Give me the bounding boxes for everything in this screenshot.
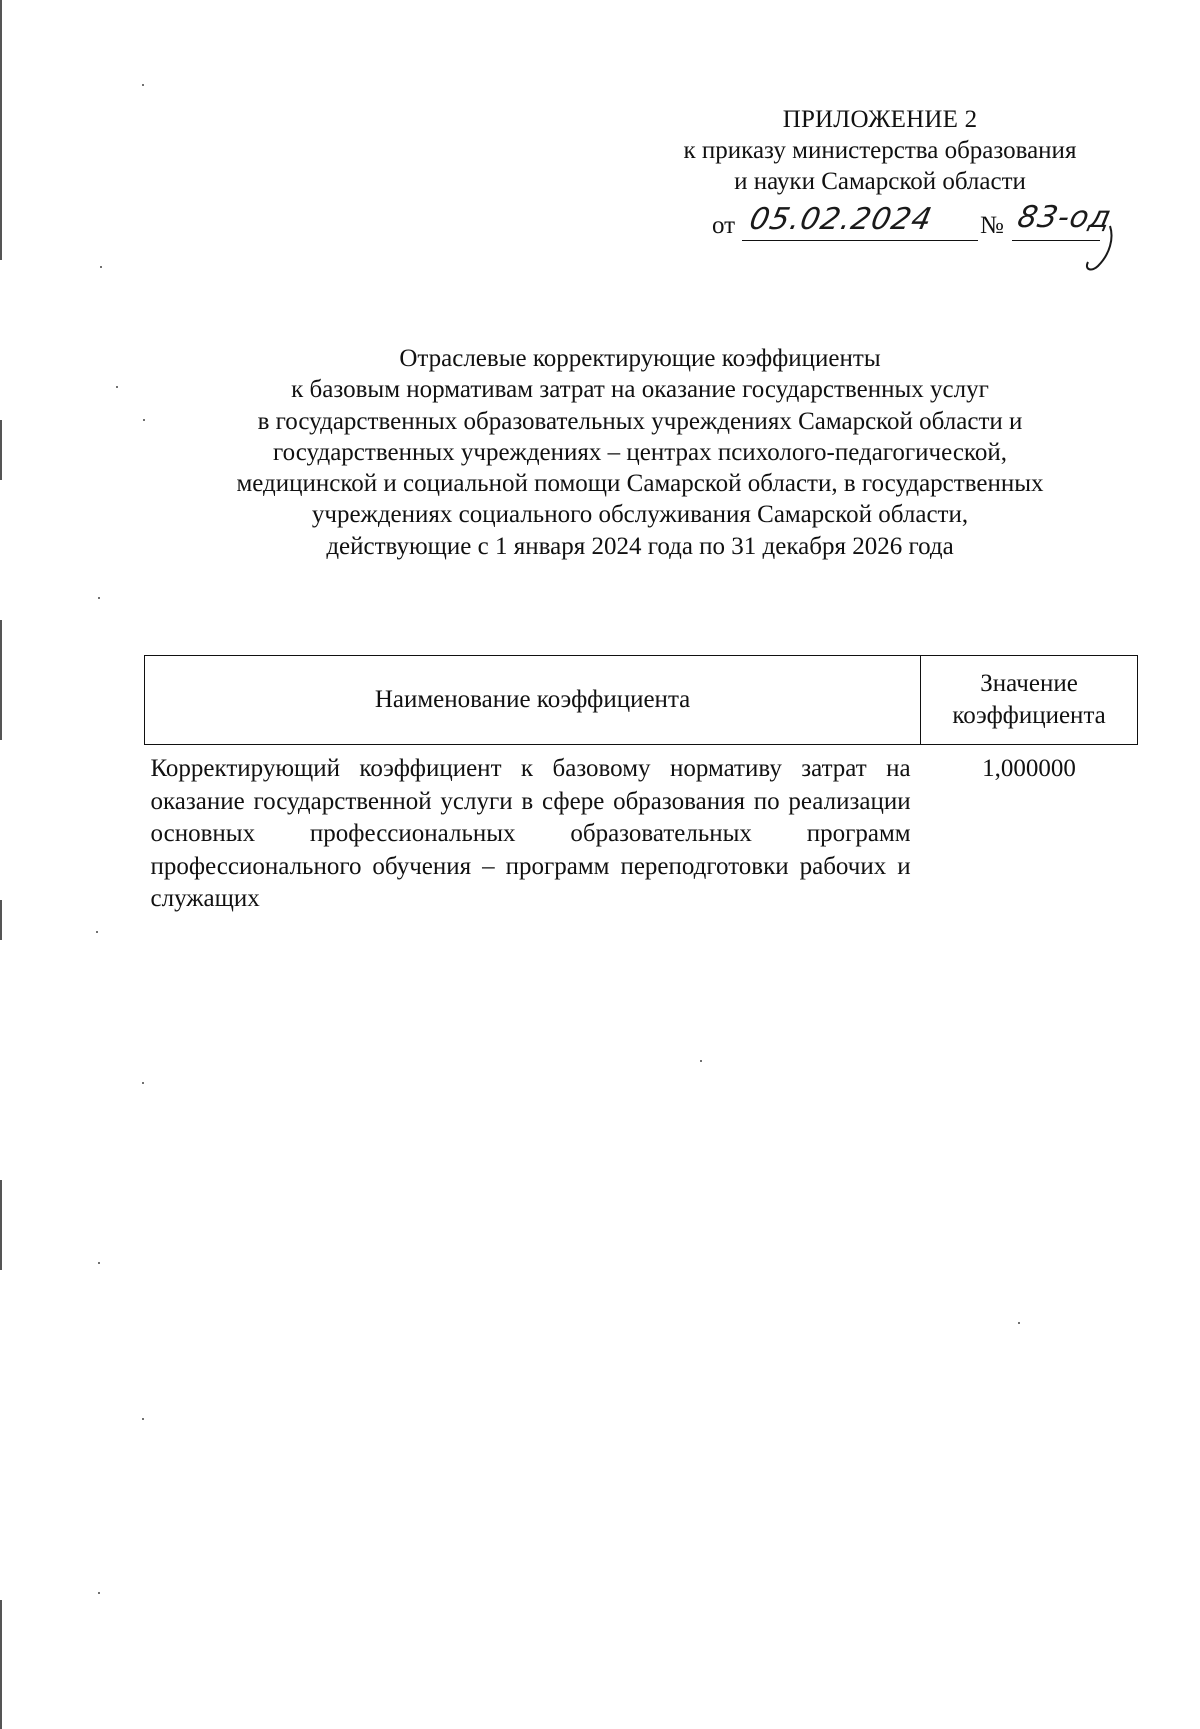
scan-speck xyxy=(142,1418,144,1420)
scan-edge-mark xyxy=(0,420,2,480)
appendix-ministry-line: и науки Самарской области xyxy=(734,168,1026,195)
scan-speck xyxy=(116,386,118,388)
scan-speck xyxy=(100,266,102,268)
column-header-value-line: Значение xyxy=(980,670,1078,697)
date-underline xyxy=(742,240,978,241)
scan-speck xyxy=(142,84,144,86)
column-header-value xyxy=(921,656,1138,745)
title-line: медицинской и социальной помощи Самарской области, в государственных xyxy=(236,470,1044,498)
coefficient-table xyxy=(144,655,1138,916)
scan-edge-mark xyxy=(0,0,2,260)
title-line: действующие с 1 января 2024 года по 31 декабря 2026 года xyxy=(326,532,954,560)
scan-speck xyxy=(98,1262,100,1264)
date-prefix: от xyxy=(712,212,736,239)
handwritten-date: 05.02.2024 xyxy=(746,202,936,237)
title-line: Отраслевые корректирующие коэффициенты xyxy=(399,345,881,372)
number-prefix: № xyxy=(980,212,1004,239)
table-header-row xyxy=(145,656,1138,745)
scan-speck xyxy=(98,597,100,599)
title-line: учреждениях социального обслуживания Самарской области, xyxy=(311,501,969,529)
title-line: государственных учреждениях – центрах психолого-педагогической, xyxy=(273,438,1007,466)
handwriting-stroke-icon xyxy=(1080,224,1120,274)
scan-speck xyxy=(700,1060,702,1062)
scan-speck xyxy=(142,1082,144,1084)
scan-edge-mark xyxy=(0,1180,2,1270)
scan-edge-mark xyxy=(0,1600,2,1729)
order-date-number-row xyxy=(712,200,1132,246)
appendix-order-line: к приказу министерства образования xyxy=(683,137,1077,164)
column-header-name: Наименование коэффициента xyxy=(145,656,921,745)
document-title xyxy=(140,343,1140,562)
appendix-title: ПРИЛОЖЕНИЕ 2 xyxy=(782,106,978,133)
scan-speck xyxy=(98,1592,100,1594)
title-line: к базовым нормативам затрат на оказание государственных услуг xyxy=(291,376,989,404)
handwritten-number: 83-од xyxy=(1014,200,1115,235)
title-line: в государственных образовательных учреждениях Самарской области и xyxy=(257,407,1023,435)
appendix-header xyxy=(620,104,1140,197)
coefficient-name-cell: Корректирующий коэффициент к базовому нормативу затрат на оказание государственной услуги в сфере образования по реализации основных профессиональных образовательных программ профессионального обучения – программ переподготовки рабочих и служащих xyxy=(150,755,911,912)
coefficient-value-cell: 1,000000 xyxy=(982,755,1076,782)
scan-edge-mark xyxy=(0,900,2,940)
scan-edge-mark xyxy=(0,620,2,740)
column-header-value-line: коэффициента xyxy=(952,702,1106,729)
scan-speck xyxy=(96,931,98,933)
table-row xyxy=(145,745,1138,916)
scan-speck xyxy=(1018,1322,1020,1324)
